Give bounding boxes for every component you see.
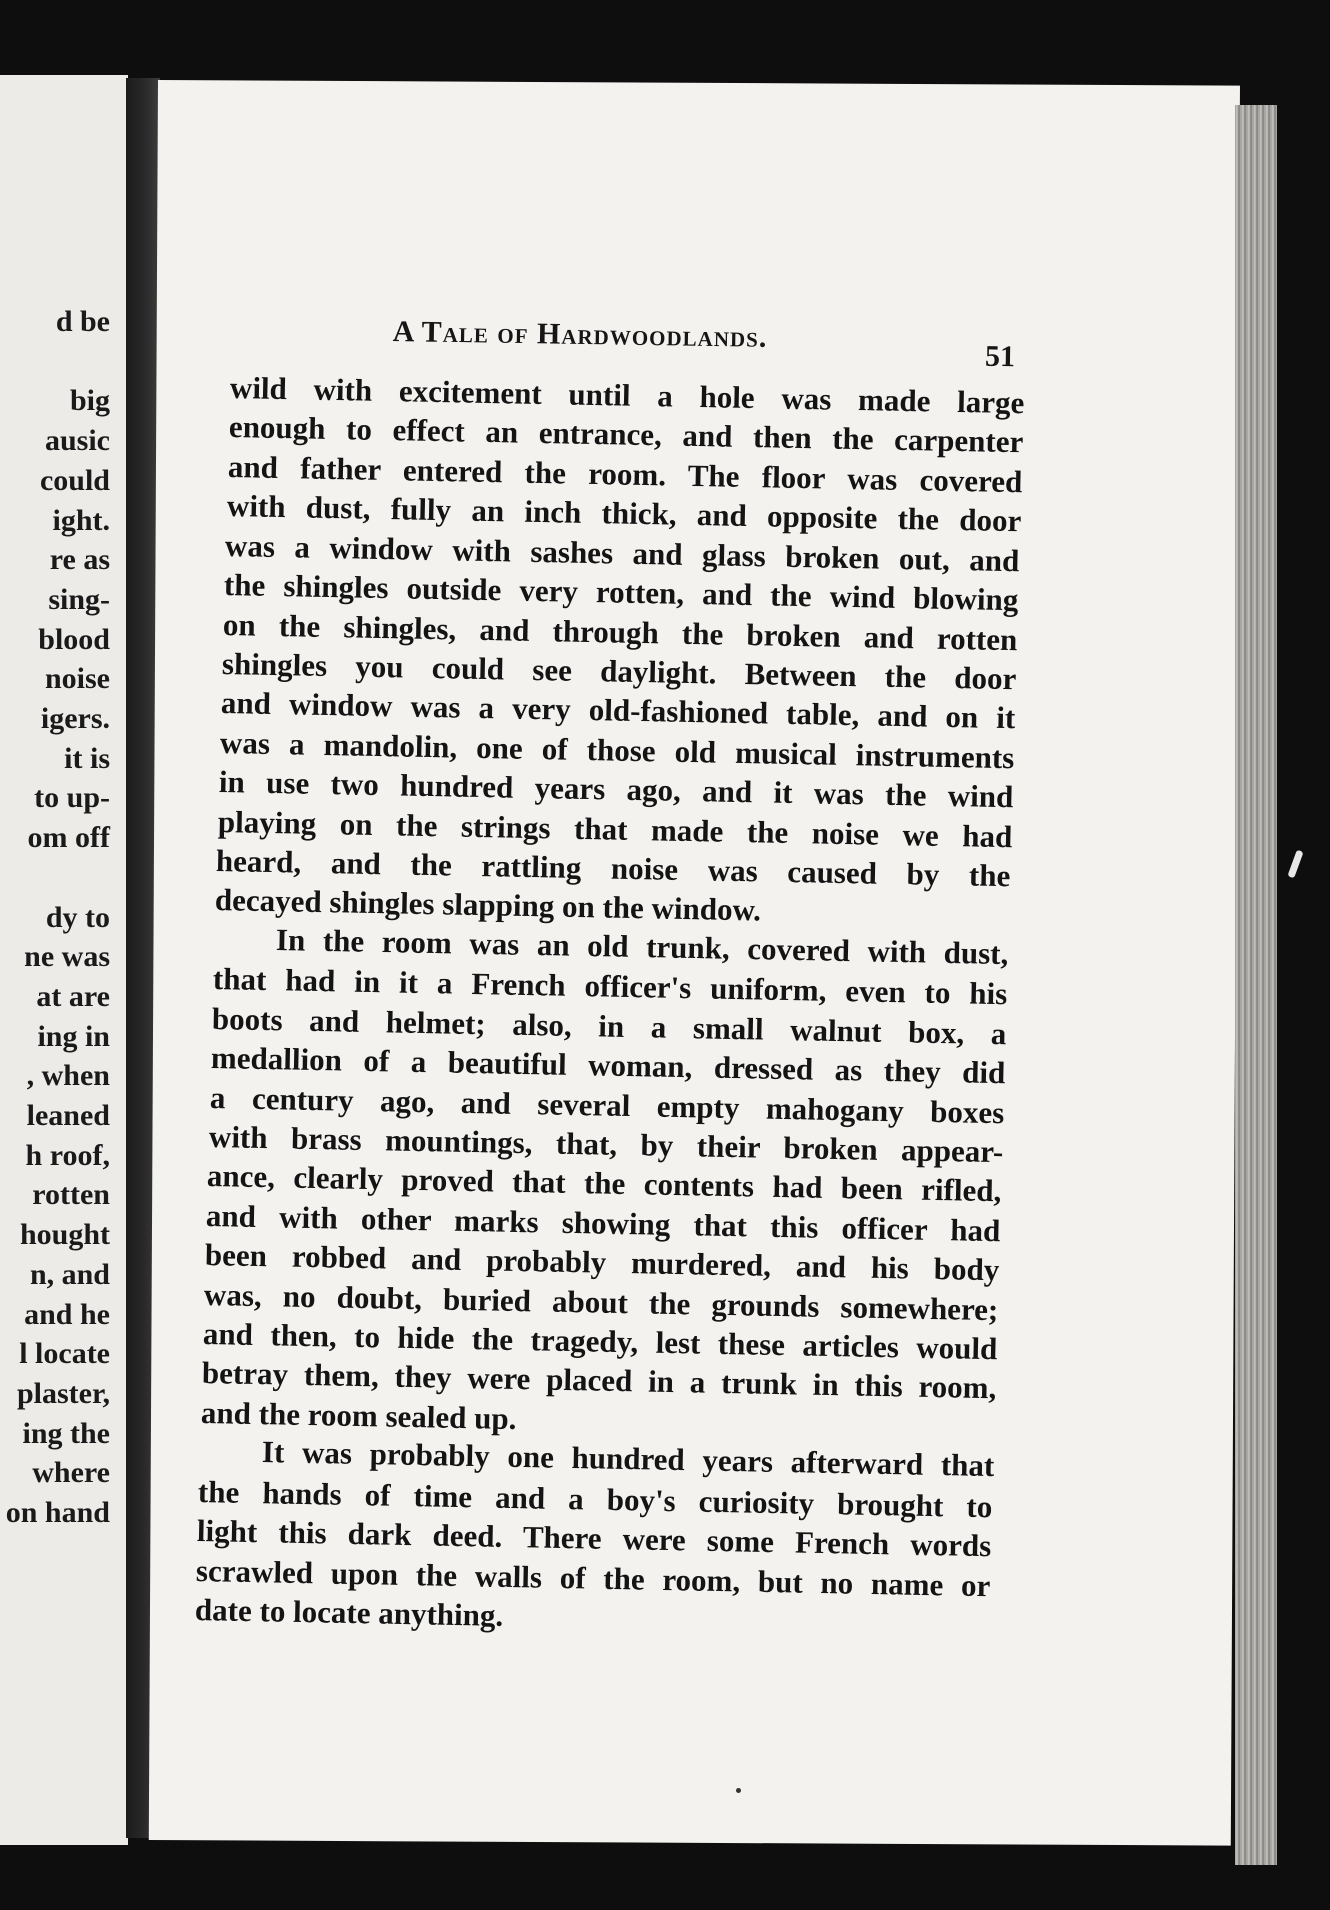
page-edge-stack — [1235, 105, 1277, 1865]
body-line: date to locate anything. — [194, 1592, 504, 1633]
left-page-line: ausic — [44, 424, 110, 458]
body-line: wild with excitement until a hole was made large — [229, 370, 1025, 421]
left-page-line: re as — [49, 543, 110, 577]
left-page-line: on hand — [5, 1496, 110, 1529]
body-line: was, no doubt, buried about the grounds somewhere; — [203, 1276, 999, 1327]
left-page-line: at are — [36, 979, 110, 1013]
left-page-line: and he — [24, 1297, 110, 1331]
body-line: shingles you could see daylight. Between the door — [221, 645, 1017, 697]
body-line: was a window with sashes and glass broken out, and — [225, 527, 1021, 578]
body-line: scrawled upon the walls of the room, but no name or — [195, 1552, 991, 1603]
left-page-line: leaned — [26, 1099, 110, 1132]
left-page-line: ne was — [24, 940, 110, 974]
left-page-line: ight. — [52, 503, 110, 537]
body-line: It was probably one hundred years afterward that — [261, 1434, 995, 1484]
body-line: light this dark deed. There were some French words — [196, 1513, 992, 1564]
left-page-line: to up- — [34, 781, 110, 815]
left-page-line: h roof, — [25, 1138, 110, 1172]
page-number: 51 — [984, 339, 1016, 374]
body-line: in use two hundred years ago, and it was the wind — [218, 764, 1014, 815]
left-page-line: igers. — [40, 702, 110, 735]
left-page-line: l locate — [19, 1337, 110, 1371]
body-line: and father entered the room. The floor was covered — [227, 448, 1023, 500]
left-page-line: ing in — [37, 1019, 110, 1053]
body-text — [194, 0, 1200, 1700]
left-page-line: where — [32, 1456, 110, 1490]
body-line: the shingles outside very rotten, and the wind blowing — [224, 567, 1019, 618]
left-page-line: n, and — [29, 1257, 110, 1291]
body-line: with dust, fully an inch thick, and opposite the door — [226, 488, 1022, 539]
left-page-line: hought — [19, 1218, 110, 1252]
body-line: and window was a very old-fashioned table, and on it — [220, 685, 1016, 736]
left-page-line: , when — [26, 1059, 110, 1093]
left-page-line: blood — [38, 622, 110, 656]
body-line: In the room was an old trunk, covered with dust, — [275, 921, 1009, 971]
left-page-line: om off — [27, 821, 110, 855]
running-head: A Tale of Hardwoodlands. — [392, 315, 768, 354]
body-line: playing on the strings that made the noise we had — [217, 803, 1013, 854]
body-line: was a mandolin, one of those old musical instruments — [219, 724, 1015, 776]
left-page-line: d be — [55, 305, 110, 338]
left-page-line: big — [69, 384, 110, 418]
left-page-line: could — [39, 463, 110, 497]
left-page-line: rotten — [32, 1178, 110, 1212]
body-line: been robbed and probably murdered, and his body — [204, 1237, 1000, 1288]
body-line: decayed shingles slapping on the window. — [214, 882, 762, 928]
edge-mark — [1287, 850, 1303, 879]
left-page-line: plaster, — [16, 1376, 110, 1410]
body-line: betray them, they were placed in a trunk in this room, — [201, 1355, 997, 1406]
body-line: heard, and the rattling noise was caused by the — [216, 843, 1012, 894]
body-line: that had in it a French officer's uniform, even to his — [212, 961, 1008, 1012]
page-speck — [736, 1788, 741, 1793]
left-page-line: it is — [64, 741, 110, 775]
body-line: enough to effect an entrance, and then the carpenter — [228, 409, 1024, 460]
body-line: with brass mountings, that, by their broken appear- — [208, 1118, 1004, 1170]
body-line: and the room sealed up. — [200, 1394, 517, 1436]
body-line: medallion of a beautiful woman, dressed as they did — [210, 1040, 1006, 1091]
body-line: on the shingles, and through the broken and rotten — [222, 606, 1018, 657]
body-line: the hands of time and a boy's curiosity brought to — [198, 1473, 994, 1524]
left-page-line: noise — [44, 662, 110, 696]
body-line: and with other marks showing that this officer had — [205, 1197, 1001, 1249]
left-page-line: dy to — [45, 900, 110, 934]
body-line: a century ago, and several empty mahogany boxes — [209, 1079, 1005, 1130]
body-line: and then, to hide the tragedy, lest these articles would — [202, 1316, 998, 1367]
left-facing-page — [0, 75, 128, 1845]
left-page-line: sing- — [48, 582, 110, 616]
body-line: boots and helmet; also, in a small walnut box, a — [211, 1000, 1007, 1051]
body-line: ance, clearly proved that the contents had been rifled, — [207, 1158, 1003, 1209]
left-page-line: ing the — [22, 1416, 110, 1450]
